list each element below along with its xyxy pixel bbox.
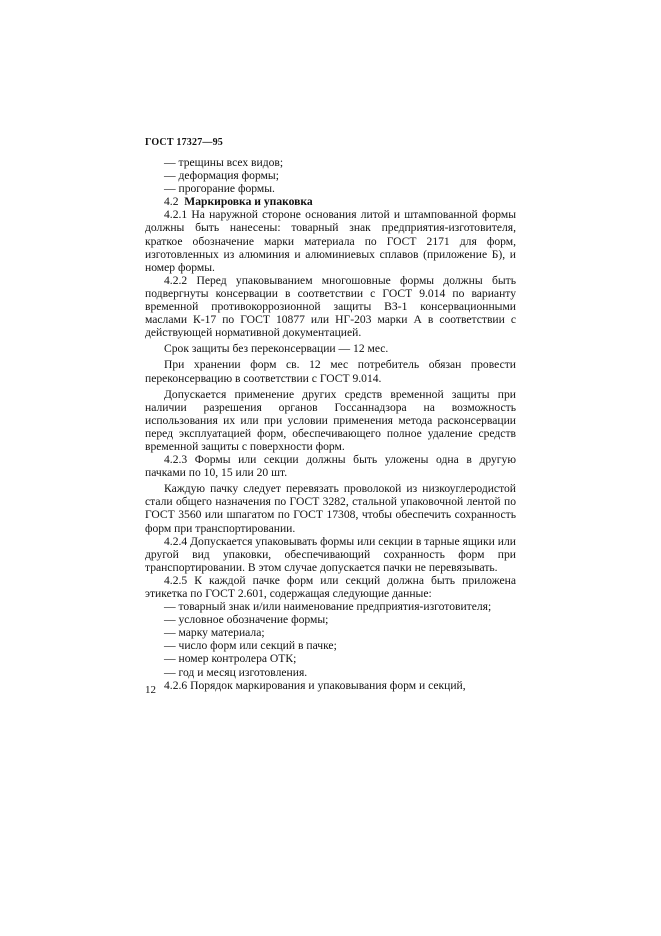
list-item: — год и месяц изготовления.	[164, 665, 308, 679]
paragraph-4-2-5: 4.2.5 К каждой пачке форм или секций должна быть приложена этикетка по ГОСТ 2.601, содержащая следующие данные:	[145, 573, 516, 600]
paragraph-protection-term: Срок защиты без переконсервации — 12 мес.	[164, 342, 389, 356]
list-item: — номер контролера ОТК;	[164, 652, 297, 666]
list-item: — число форм или секций в пачке;	[164, 639, 337, 653]
paragraph-4-2-6: 4.2.6 Порядок маркирования и упаковывания форм и секций,	[164, 678, 466, 692]
paragraph-4-2-3: 4.2.3 Формы или секции должны быть уложены одна в другую пачками по 10, 15 или 20 шт.	[145, 453, 516, 480]
paragraph-alternative-protection: Допускается применение других средств временной защиты при наличии разрешения органов Госсаннадзора на возможность использования их или при условии применения метода расконсервации перед эксплуатацией форм, обеспечивающего полное удаление средств временной защиты с поверхности форм.	[145, 387, 516, 453]
section-number: 4.2	[164, 195, 179, 209]
section-title: Маркировка и упаковка	[184, 195, 313, 209]
paragraph-4-2-4: 4.2.4 Допускается упаковывать формы или секции в тарные ящики или другой вид упаковки, обеспечивающий сохранность форм при транспортировании. В этом случае допускается пачки не перевязывать.	[145, 534, 516, 574]
document-body	[145, 156, 516, 692]
page-number: 12	[145, 684, 156, 696]
list-item: — прогорание формы.	[164, 182, 275, 196]
list-item: — трещины всех видов;	[164, 156, 284, 169]
section-heading	[145, 195, 516, 208]
paragraph-4-2-1: 4.2.1 На наружной стороне основания литой и штампованной формы должны быть нанесены: товарный знак предприятия-изготовителя, краткое обозначение марки материала по ГОСТ 2171 для форм, изготовленных из алюминия и алюминиевых сплавов (приложение Б), и номер формы.	[145, 208, 516, 274]
paragraph-reconservation: При хранении форм св. 12 мес потребитель обязан провести переконсервацию в соответствии с ГОСТ 9.014.	[145, 358, 516, 385]
paragraph-4-2-2: 4.2.2 Перед упаковыванием многошовные формы должны быть подвергнуты консервации в соответствии с ГОСТ 9.014 по варианту временной противокоррозионной защиты ВЗ-1 консервационными маслами К-17 по ГОСТ 10877 или НГ-203 марки А в соответствии с действующей нормативной документацией.	[145, 273, 516, 340]
paragraph-bundle-tying: Каждую пачку следует перевязать проволокой из низкоуглеродистой стали общего назначения по ГОСТ 3282, стальной упаковочной лентой по ГОСТ 3560 или шпагатом по ГОСТ 17308, чтобы обеспечить сохранность форм при транспортировании.	[145, 482, 516, 535]
document-code-header: ГОСТ 17327—95	[145, 137, 224, 148]
list-item: — деформация формы;	[164, 169, 279, 183]
list-item: — марку материала;	[164, 626, 265, 640]
list-item: — товарный знак и/или наименование предприятия-изготовителя;	[164, 600, 492, 614]
list-item: — условное обозначение формы;	[164, 613, 329, 627]
